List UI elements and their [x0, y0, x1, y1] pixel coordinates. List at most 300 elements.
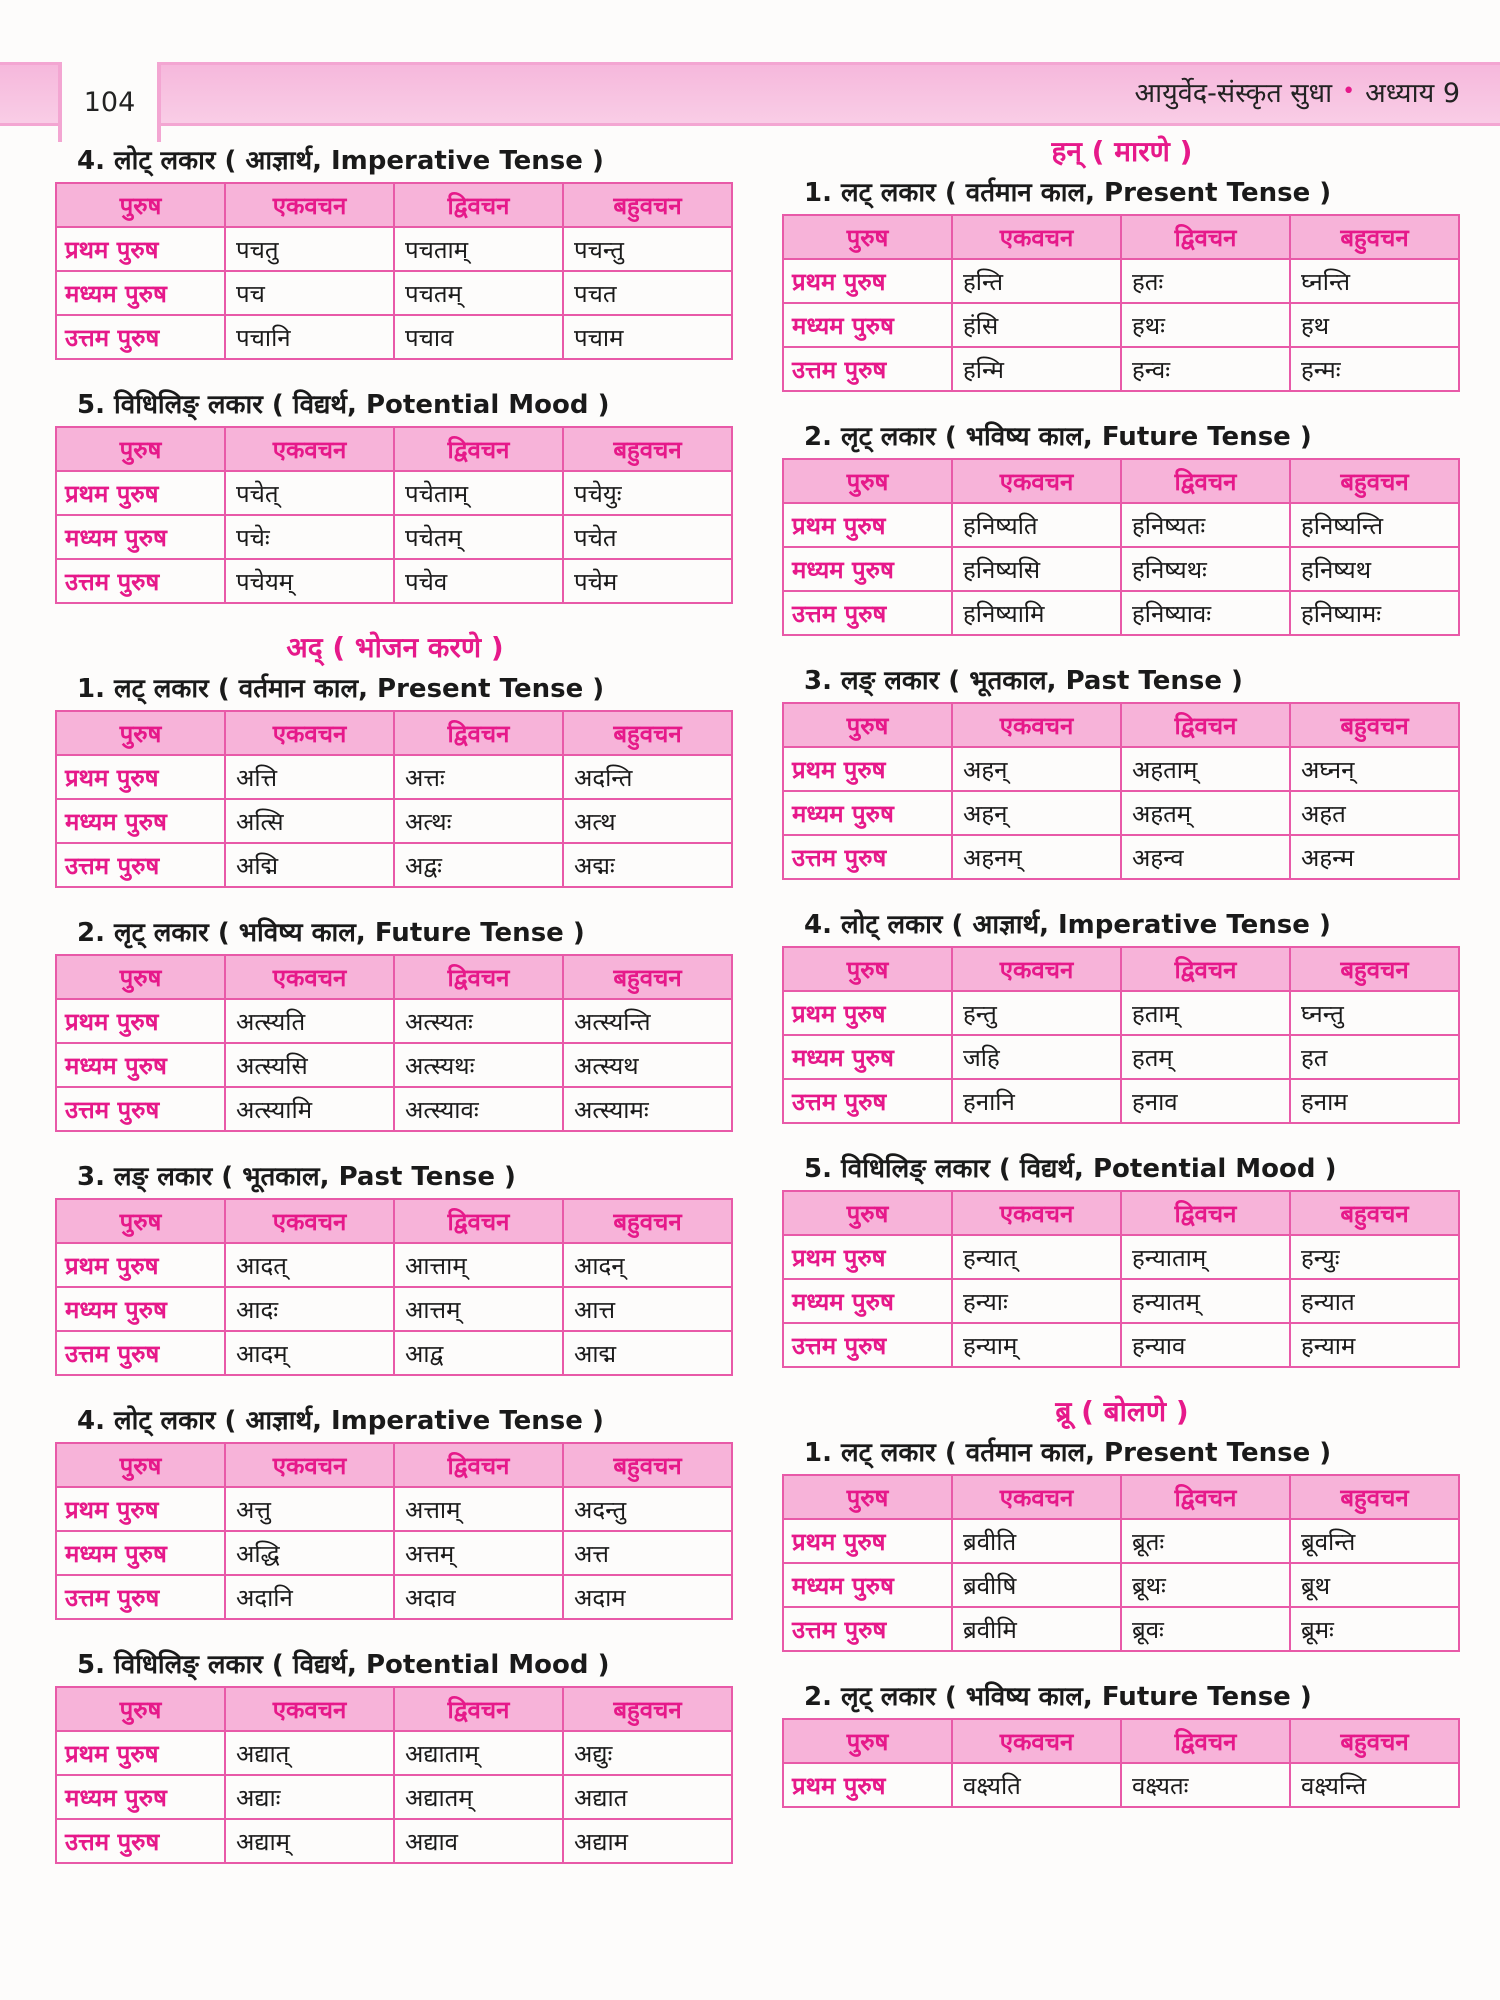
form-cell: पचेः [225, 515, 394, 559]
section-title: 3. लङ् लकार ( भूतकाल, Past Tense ) [804, 666, 1243, 696]
table-row [56, 559, 732, 603]
section-title: 4. लोट् लकार ( आज्ञार्थ, Imperative Tense ) [77, 1406, 604, 1436]
column-header: बहुवचन [563, 183, 732, 227]
person-cell: उत्तम पुरुष [56, 1331, 225, 1375]
form-cell: अत्स्यथ [563, 1043, 732, 1087]
form-cell: पचन्तु [563, 227, 732, 271]
person-cell: मध्यम पुरुष [56, 1775, 225, 1819]
form-cell: हन्मि [952, 347, 1121, 391]
form-cell: आदन् [563, 1243, 732, 1287]
column-header: द्विवचन [394, 1443, 563, 1487]
form-cell: अदाम [563, 1575, 732, 1619]
person-cell: उत्तम पुरुष [783, 347, 952, 391]
form-cell: आदम् [225, 1331, 394, 1375]
form-cell: हनिष्यसि [952, 547, 1121, 591]
table-row [783, 1079, 1459, 1123]
column-header: पुरुष [783, 215, 952, 259]
form-cell: हत [1290, 1035, 1459, 1079]
form-cell: ब्रूथः [1121, 1563, 1290, 1607]
right-sections-han [782, 172, 1462, 1368]
table-row [56, 1043, 732, 1087]
form-cell: आत्ताम् [394, 1243, 563, 1287]
conjugation-section [55, 384, 735, 604]
form-cell: हनिष्यन्ति [1290, 503, 1459, 547]
section-title: 4. लोट् लकार ( आज्ञार्थ, Imperative Tense ) [77, 146, 604, 176]
column-header: पुरुष [783, 947, 952, 991]
conjugation-section [782, 1676, 1462, 1808]
column-header: पुरुष [56, 1199, 225, 1243]
person-cell: उत्तम पुरुष [56, 315, 225, 359]
person-cell: प्रथम पुरुष [783, 503, 952, 547]
column-header: एकवचन [225, 427, 394, 471]
form-cell: अद्मि [225, 843, 394, 887]
form-cell: अत्स्यन्ति [563, 999, 732, 1043]
table-row [783, 1519, 1459, 1563]
person-cell: उत्तम पुरुष [783, 835, 952, 879]
table-header-row [783, 1719, 1459, 1763]
form-cell: अत्थः [394, 799, 563, 843]
person-cell: उत्तम पुरुष [783, 1079, 952, 1123]
table-row [56, 315, 732, 359]
person-cell: मध्यम पुरुष [783, 1035, 952, 1079]
person-cell: प्रथम पुरुष [783, 1235, 952, 1279]
form-cell: हनिष्यतः [1121, 503, 1290, 547]
table-row [56, 271, 732, 315]
form-cell: हनाम [1290, 1079, 1459, 1123]
form-cell: अत्स्यामः [563, 1087, 732, 1131]
section-title: 1. लट् लकार ( वर्तमान काल, Present Tense ) [804, 178, 1332, 208]
table-row [783, 1235, 1459, 1279]
table-header-row [56, 1443, 732, 1487]
form-cell: पचाव [394, 315, 563, 359]
column-header: पुरुष [783, 1191, 952, 1235]
form-cell: पचेयम् [225, 559, 394, 603]
conjugation-section [55, 1644, 735, 1864]
form-cell: पचताम् [394, 227, 563, 271]
header-separator: • [1342, 78, 1356, 104]
form-cell: हथः [1121, 303, 1290, 347]
column-header: एकवचन [952, 459, 1121, 503]
form-cell: अत्स्यथः [394, 1043, 563, 1087]
form-cell: ब्रूवन्ति [1290, 1519, 1459, 1563]
table-row [56, 515, 732, 559]
conjugation-table [782, 214, 1460, 392]
book-title: आयुर्वेद-संस्कृत सुधा [1134, 77, 1333, 109]
form-cell: अत्स्यतः [394, 999, 563, 1043]
person-cell: प्रथम पुरुष [56, 1243, 225, 1287]
column-header: द्विवचन [1121, 703, 1290, 747]
chapter-label: अध्याय 9 [1365, 77, 1460, 109]
form-cell: अदाव [394, 1575, 563, 1619]
form-cell: अत्स्यावः [394, 1087, 563, 1131]
column-header: बहुवचन [1290, 215, 1459, 259]
table-header-row [56, 955, 732, 999]
column-header: बहुवचन [1290, 1475, 1459, 1519]
table-header-row [56, 427, 732, 471]
form-cell: हन्तु [952, 991, 1121, 1035]
table-row [56, 843, 732, 887]
table-header-row [783, 215, 1459, 259]
table-row [56, 1087, 732, 1131]
conjugation-table [55, 1442, 733, 1620]
conjugation-table [55, 954, 733, 1132]
column-header: बहुवचन [1290, 703, 1459, 747]
section-title: 4. लोट् लकार ( आज्ञार्थ, Imperative Tense ) [804, 910, 1331, 940]
conjugation-section [782, 1148, 1462, 1368]
form-cell: अत्स्यति [225, 999, 394, 1043]
column-header: एकवचन [952, 1719, 1121, 1763]
person-cell: प्रथम पुरुष [783, 1519, 952, 1563]
column-header: बहुवचन [563, 711, 732, 755]
conjugation-section [55, 912, 735, 1132]
form-cell: अद्यात [563, 1775, 732, 1819]
column-header: एकवचन [225, 955, 394, 999]
column-header: एकवचन [952, 1475, 1121, 1519]
form-cell: हन्याम् [952, 1323, 1121, 1367]
person-cell: मध्यम पुरुष [56, 1287, 225, 1331]
form-cell: अघ्नन् [1290, 747, 1459, 791]
form-cell: अत्तु [225, 1487, 394, 1531]
form-cell: आद्म [563, 1331, 732, 1375]
column-header: द्विवचन [394, 183, 563, 227]
form-cell: हन्यातम् [1121, 1279, 1290, 1323]
table-row [783, 303, 1459, 347]
column-header: पुरुष [56, 183, 225, 227]
form-cell: पचेत [563, 515, 732, 559]
person-cell: मध्यम पुरुष [56, 271, 225, 315]
column-header: पुरुष [56, 427, 225, 471]
person-cell: प्रथम पुरुष [56, 471, 225, 515]
person-cell: मध्यम पुरुष [783, 1563, 952, 1607]
form-cell: पचाम [563, 315, 732, 359]
form-cell: आत्त [563, 1287, 732, 1331]
table-row [783, 1035, 1459, 1079]
column-header: एकवचन [225, 1199, 394, 1243]
table-row [56, 1531, 732, 1575]
table-row [56, 471, 732, 515]
conjugation-section [55, 1156, 735, 1376]
form-cell: हनानि [952, 1079, 1121, 1123]
form-cell: अदन्ति [563, 755, 732, 799]
form-cell: पचत [563, 271, 732, 315]
column-header: द्विवचन [1121, 1191, 1290, 1235]
form-cell: हन्वः [1121, 347, 1290, 391]
conjugation-table [55, 1686, 733, 1864]
person-cell: प्रथम पुरुष [783, 991, 952, 1035]
form-cell: अहतम् [1121, 791, 1290, 835]
table-row [56, 1575, 732, 1619]
person-cell: मध्यम पुरुष [783, 1279, 952, 1323]
form-cell: अत्ति [225, 755, 394, 799]
person-cell: प्रथम पुरुष [56, 755, 225, 799]
conjugation-section [782, 1432, 1462, 1652]
conjugation-table [782, 1718, 1460, 1808]
person-cell: प्रथम पुरुष [56, 227, 225, 271]
person-cell: उत्तम पुरुष [56, 1087, 225, 1131]
form-cell: हन्मः [1290, 347, 1459, 391]
conjugation-section [782, 660, 1462, 880]
form-cell: अद्युः [563, 1731, 732, 1775]
column-header: बहुवचन [563, 1443, 732, 1487]
form-cell: हतम् [1121, 1035, 1290, 1079]
table-header-row [783, 1191, 1459, 1235]
person-cell: मध्यम पुरुष [56, 1531, 225, 1575]
form-cell: घ्नन्ति [1290, 259, 1459, 303]
form-cell: ब्रूवः [1121, 1607, 1290, 1651]
column-header: एकवचन [952, 1191, 1121, 1235]
table-row [783, 1563, 1459, 1607]
conjugation-table [782, 1190, 1460, 1368]
form-cell: अद्मः [563, 843, 732, 887]
column-header: पुरुष [56, 955, 225, 999]
table-header-row [56, 1687, 732, 1731]
column-header: एकवचन [225, 711, 394, 755]
form-cell: अदन्तु [563, 1487, 732, 1531]
table-row [783, 991, 1459, 1035]
running-header [1134, 66, 1460, 116]
table-row [783, 747, 1459, 791]
form-cell: वक्ष्यन्ति [1290, 1763, 1459, 1807]
form-cell: हनिष्यथ [1290, 547, 1459, 591]
table-row [783, 1279, 1459, 1323]
form-cell: अहताम् [1121, 747, 1290, 791]
person-cell: उत्तम पुरुष [56, 1819, 225, 1863]
conjugation-table [782, 458, 1460, 636]
column-header: द्विवचन [1121, 215, 1290, 259]
form-cell: हनिष्यामः [1290, 591, 1459, 635]
table-header-row [783, 703, 1459, 747]
form-cell: हथ [1290, 303, 1459, 347]
table-row [56, 1243, 732, 1287]
person-cell: प्रथम पुरुष [783, 747, 952, 791]
table-row [783, 1323, 1459, 1367]
section-title: 5. विधिलिङ् लकार ( विद्यर्थ, Potential Mood ) [804, 1154, 1337, 1184]
person-cell: मध्यम पुरुष [783, 303, 952, 347]
table-header-row [783, 947, 1459, 991]
table-row [56, 1331, 732, 1375]
form-cell: पचेव [394, 559, 563, 603]
form-cell: ब्रवीमि [952, 1607, 1121, 1651]
verb-heading-ad: अद् ( भोजन करणे ) [286, 631, 504, 664]
table-row [783, 259, 1459, 303]
form-cell: अत्तम् [394, 1531, 563, 1575]
table-header-row [783, 459, 1459, 503]
table-row [783, 503, 1459, 547]
form-cell: वक्ष्यतः [1121, 1763, 1290, 1807]
form-cell: अत्त [563, 1531, 732, 1575]
form-cell: अहन् [952, 791, 1121, 835]
conjugation-section [782, 904, 1462, 1124]
form-cell: हनिष्यति [952, 503, 1121, 547]
column-header: बहुवचन [1290, 459, 1459, 503]
table-header-row [56, 1199, 732, 1243]
section-title: 5. विधिलिङ् लकार ( विद्यर्थ, Potential Mood ) [77, 390, 610, 420]
conjugation-table [782, 1474, 1460, 1652]
form-cell: अद्वः [394, 843, 563, 887]
left-sections-top [55, 140, 735, 604]
table-row [56, 1487, 732, 1531]
conjugation-section [782, 172, 1462, 392]
column-header: एकवचन [952, 947, 1121, 991]
form-cell: पचेतम् [394, 515, 563, 559]
column-header: बहुवचन [1290, 947, 1459, 991]
table-row [783, 347, 1459, 391]
form-cell: अत्सि [225, 799, 394, 843]
conjugation-table [55, 426, 733, 604]
column-header: पुरुष [783, 459, 952, 503]
table-header-row [56, 183, 732, 227]
column-header: बहुवचन [563, 1199, 732, 1243]
form-cell: हतः [1121, 259, 1290, 303]
form-cell: जहि [952, 1035, 1121, 1079]
form-cell: ब्रवीषि [952, 1563, 1121, 1607]
form-cell: हन्ति [952, 259, 1121, 303]
form-cell: पचेयुः [563, 471, 732, 515]
form-cell: वक्ष्यति [952, 1763, 1121, 1807]
conjugation-section [55, 140, 735, 360]
form-cell: अत्थ [563, 799, 732, 843]
right-sections-bru [782, 1432, 1462, 1808]
person-cell: मध्यम पुरुष [56, 799, 225, 843]
table-row [56, 755, 732, 799]
section-title: 1. लट् लकार ( वर्तमान काल, Present Tense ) [77, 674, 605, 704]
form-cell: हनाव [1121, 1079, 1290, 1123]
form-cell: हताम् [1121, 991, 1290, 1035]
table-header-row [56, 711, 732, 755]
form-cell: अहनम् [952, 835, 1121, 879]
form-cell: अद्यात् [225, 1731, 394, 1775]
form-cell: अत्तः [394, 755, 563, 799]
form-cell: अहत [1290, 791, 1459, 835]
form-cell: अहन् [952, 747, 1121, 791]
form-cell: पचतम् [394, 271, 563, 315]
person-cell: उत्तम पुरुष [783, 1323, 952, 1367]
form-cell: हन्यात [1290, 1279, 1459, 1323]
person-cell: मध्यम पुरुष [56, 515, 225, 559]
section-title: 2. लृट् लकार ( भविष्य काल, Future Tense ) [804, 1682, 1312, 1712]
form-cell: हन्यात् [952, 1235, 1121, 1279]
left-column [55, 140, 735, 1888]
column-header: द्विवचन [394, 711, 563, 755]
form-cell: ब्रूथ [1290, 1563, 1459, 1607]
table-row [56, 1819, 732, 1863]
column-header: द्विवचन [1121, 459, 1290, 503]
column-header: पुरुष [783, 1719, 952, 1763]
table-row [56, 227, 732, 271]
person-cell: उत्तम पुरुष [783, 591, 952, 635]
form-cell: ब्रूतः [1121, 1519, 1290, 1563]
form-cell: हन्याताम् [1121, 1235, 1290, 1279]
person-cell: मध्यम पुरुष [783, 791, 952, 835]
form-cell: हनिष्यामि [952, 591, 1121, 635]
form-cell: पचेताम् [394, 471, 563, 515]
form-cell: अद्याताम् [394, 1731, 563, 1775]
form-cell: अहन्म [1290, 835, 1459, 879]
person-cell: प्रथम पुरुष [56, 999, 225, 1043]
table-row [56, 999, 732, 1043]
column-header: बहुवचन [1290, 1191, 1459, 1235]
form-cell: अद्धि [225, 1531, 394, 1575]
table-row [783, 1607, 1459, 1651]
person-cell: उत्तम पुरुष [56, 843, 225, 887]
person-cell: प्रथम पुरुष [56, 1731, 225, 1775]
table-header-row [783, 1475, 1459, 1519]
page-number-box [58, 62, 161, 142]
form-cell: हंसि [952, 303, 1121, 347]
column-header: पुरुष [56, 1687, 225, 1731]
form-cell: हन्याव [1121, 1323, 1290, 1367]
form-cell: पचतु [225, 227, 394, 271]
table-row [56, 799, 732, 843]
table-row [783, 547, 1459, 591]
verb-heading-han: हन् ( मारणे ) [1051, 135, 1193, 168]
form-cell: ब्रूमः [1290, 1607, 1459, 1651]
form-cell: आद्व [394, 1331, 563, 1375]
column-header: एकवचन [952, 215, 1121, 259]
column-header: बहुवचन [563, 955, 732, 999]
column-header: पुरुष [783, 703, 952, 747]
table-row [783, 791, 1459, 835]
form-cell: अद्याव [394, 1819, 563, 1863]
conjugation-section [55, 668, 735, 888]
column-header: द्विवचन [394, 955, 563, 999]
section-title: 2. लृट् लकार ( भविष्य काल, Future Tense ) [77, 918, 585, 948]
left-sections-ad [55, 668, 735, 1864]
table-row [56, 1731, 732, 1775]
column-header: द्विवचन [1121, 1719, 1290, 1763]
verb-heading-bru: ब्रू ( बोलणे ) [1055, 1395, 1189, 1428]
person-cell: उत्तम पुरुष [56, 559, 225, 603]
form-cell: पच [225, 271, 394, 315]
form-cell: अद्यातम् [394, 1775, 563, 1819]
form-cell: अत्ताम् [394, 1487, 563, 1531]
form-cell: आदः [225, 1287, 394, 1331]
form-cell: अहन्व [1121, 835, 1290, 879]
form-cell: हनिष्यथः [1121, 547, 1290, 591]
column-header: एकवचन [952, 703, 1121, 747]
table-row [783, 835, 1459, 879]
column-header: द्विवचन [394, 1199, 563, 1243]
form-cell: अत्स्यसि [225, 1043, 394, 1087]
section-title: 2. लृट् लकार ( भविष्य काल, Future Tense ) [804, 422, 1312, 452]
column-header: बहुवचन [563, 1687, 732, 1731]
form-cell: आत्तम् [394, 1287, 563, 1331]
form-cell: अद्याम् [225, 1819, 394, 1863]
conjugation-table [55, 182, 733, 360]
conjugation-table [55, 1198, 733, 1376]
column-header: एकवचन [225, 1687, 394, 1731]
table-row [56, 1287, 732, 1331]
column-header: द्विवचन [394, 1687, 563, 1731]
column-header: पुरुष [56, 711, 225, 755]
table-row [783, 1763, 1459, 1807]
person-cell: उत्तम पुरुष [783, 1607, 952, 1651]
page-number: 104 [83, 86, 136, 118]
form-cell: अद्याम [563, 1819, 732, 1863]
form-cell: पचानि [225, 315, 394, 359]
person-cell: प्रथम पुरुष [56, 1487, 225, 1531]
form-cell: हनिष्यावः [1121, 591, 1290, 635]
column-header: पुरुष [56, 1443, 225, 1487]
conjugation-table [782, 946, 1460, 1124]
form-cell: घ्नन्तु [1290, 991, 1459, 1035]
form-cell: अत्स्यामि [225, 1087, 394, 1131]
section-title: 5. विधिलिङ् लकार ( विद्यर्थ, Potential Mood ) [77, 1650, 610, 1680]
conjugation-table [55, 710, 733, 888]
column-header: पुरुष [783, 1475, 952, 1519]
table-row [56, 1775, 732, 1819]
section-title: 1. लट् लकार ( वर्तमान काल, Present Tense ) [804, 1438, 1332, 1468]
